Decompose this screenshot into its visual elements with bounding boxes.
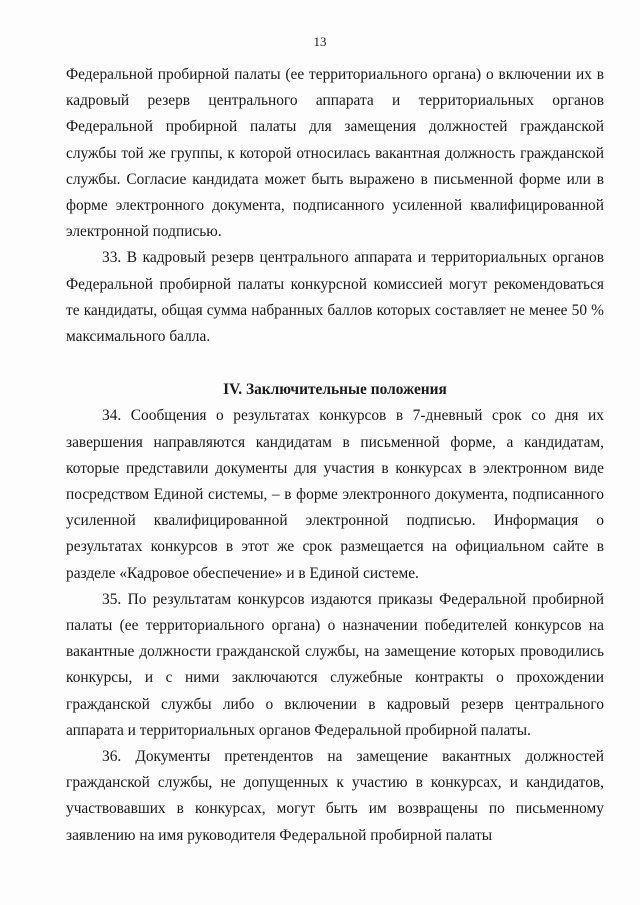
paragraph-34: 34. Сообщения о результатах конкурсов в 7-дневный срок со дня их завершения направляются кандидатам в письменной форме, а кандидатам, которые представили документы для участия в конкурсах в электронном виде посредством Единой системы, – в форме электронного документа, подписанного усиленной квалифицированной электронной подписью. Информация о результатах конкурсов в этот же срок размещается на официальном сайте в разделе «Кадровое обеспечение» и в Единой системе. <box>66 407 604 582</box>
paragraph-36: 36. Документы претендентов на замещение вакантных должностей гражданской службы, не допущенных к участию в конкурсах, и кандидатов, участвовавших в конкурсах, могут быть им возвращены по письменному заявлению на имя руководителя Федеральной пробирной палаты <box>66 748 604 844</box>
page-number: 13 <box>313 34 327 49</box>
document-body <box>66 62 604 849</box>
paragraph-continuation: Федеральной пробирной палаты (ее территориального органа) о включении их в кадровый резерв центрального аппарата и территориальных органов Федеральной пробирной палаты для замещения должностей гражданской службы той же группы, к которой относилась вакантная должность гражданской службы. Согласие кандидата может быть выражено в письменной форме или в форме электронного документа, подписанного усиленной квалифицированной электронной подписью. <box>66 66 604 241</box>
section-heading: IV. Заключительные положения <box>223 381 447 399</box>
paragraph-33: 33. В кадровый резерв центрального аппарата и территориальных органов Федеральной пробирной палаты конкурсной комиссией могут рекомендоваться те кандидаты, общая сумма набранных баллов которых составляет не менее 50 % максимального балла. <box>66 249 604 346</box>
paragraph-35: 35. По результатам конкурсов издаются приказы Федеральной пробирной палаты (ее территориального органа) о назначении победителей конкурсов на вакантные должности гражданской службы, на замещение которых проводились конкурсы, и с ними заключаются служебные контракты о прохождении гражданской службы либо о включении в кадровый резерв центрального аппарата и территориальных органов Федеральной пробирной палаты. <box>66 590 604 739</box>
